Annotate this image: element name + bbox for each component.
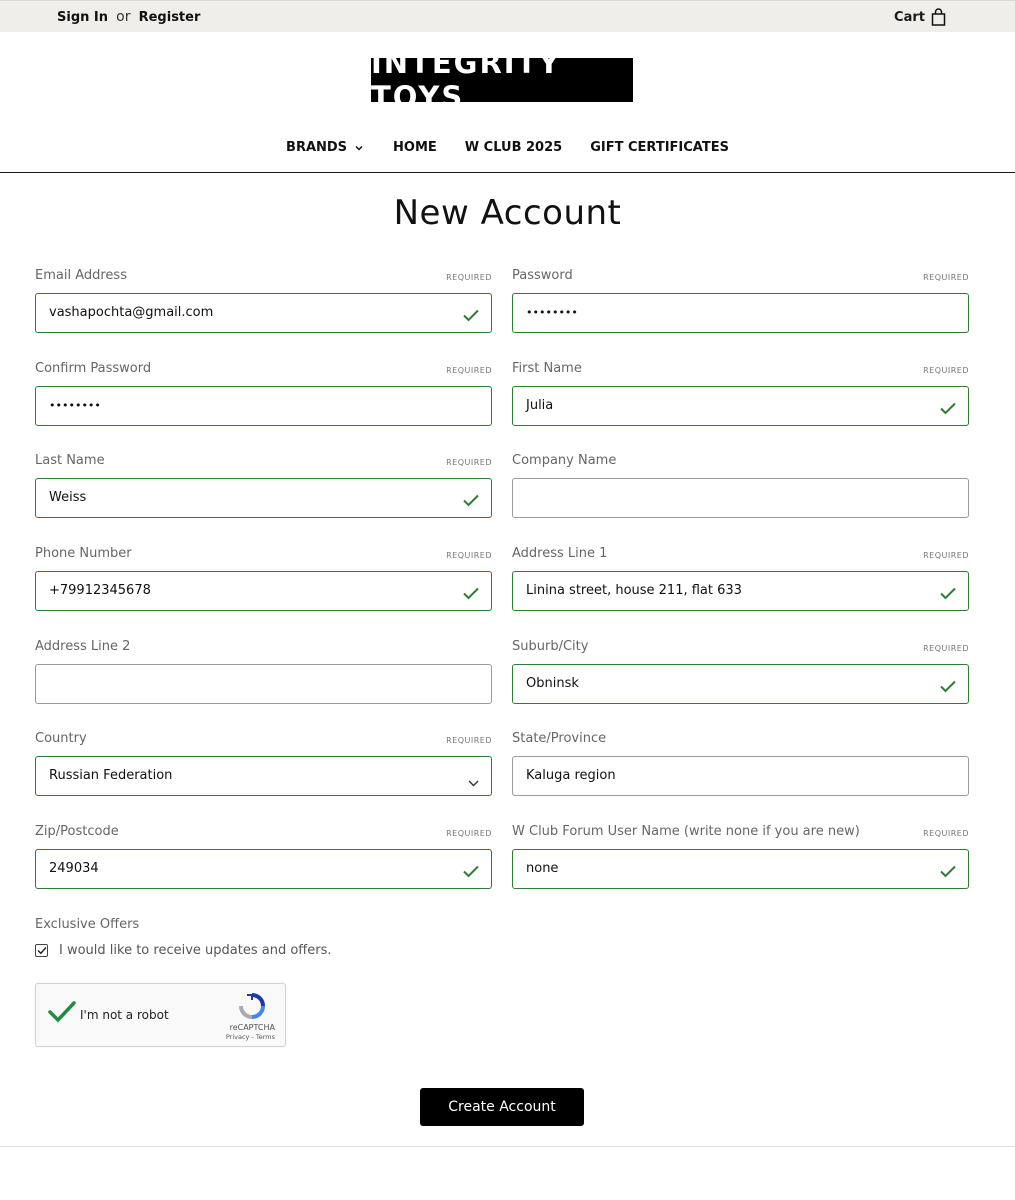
first-name-value: Julia xyxy=(526,398,554,413)
required-marker: REQUIRED xyxy=(923,829,969,838)
country-field-group xyxy=(35,731,492,783)
store-logo[interactable] xyxy=(371,46,633,114)
last-name-input[interactable] xyxy=(35,478,492,518)
password-value: •••••••• xyxy=(526,306,578,319)
address-line-1-value: Linina street, house 211, flat 633 xyxy=(526,583,742,598)
email-input[interactable] xyxy=(35,293,492,333)
country-value: Russian Federation xyxy=(49,768,173,783)
nav-item-gift-certificates[interactable] xyxy=(576,140,743,155)
last-name-field-group xyxy=(35,453,492,505)
register-link[interactable]: Register xyxy=(138,10,201,25)
store-logo-text: INTEGRITY TOYS xyxy=(371,46,562,114)
confirm-password-value: •••••••• xyxy=(49,399,101,412)
first-name-input[interactable] xyxy=(512,386,969,426)
nav-item-home-label: HOME xyxy=(393,140,437,155)
first-name-field-group xyxy=(512,361,969,413)
zip-label: Zip/Postcode xyxy=(35,824,119,839)
password-input[interactable] xyxy=(512,293,969,333)
confirm-password-label: Confirm Password xyxy=(35,361,152,376)
required-marker: REQUIRED xyxy=(923,366,969,375)
auth-or-text: or xyxy=(116,9,131,25)
required-marker: REQUIRED xyxy=(446,551,492,560)
checkmark-icon xyxy=(463,863,479,882)
auth-links xyxy=(57,9,200,25)
zip-value: 249034 xyxy=(49,861,99,876)
checkmark-icon xyxy=(463,492,479,511)
create-account-button[interactable]: Create Account xyxy=(420,1088,584,1126)
main-navigation xyxy=(0,140,1015,155)
checkmark-icon xyxy=(940,400,956,419)
exclusive-offers-heading: Exclusive Offers xyxy=(35,917,140,932)
confirm-password-field-group xyxy=(35,361,492,412)
confirm-password-input[interactable] xyxy=(35,386,492,426)
cart-label: Cart xyxy=(894,9,925,25)
checkmark-icon xyxy=(940,585,956,604)
company-field-group xyxy=(512,453,969,473)
cart-link[interactable] xyxy=(894,8,946,26)
required-marker: REQUIRED xyxy=(923,644,969,653)
country-select[interactable] xyxy=(35,756,492,796)
state-label: State/Province xyxy=(512,731,607,746)
company-input[interactable] xyxy=(512,478,969,518)
required-marker: REQUIRED xyxy=(923,273,969,282)
company-label: Company Name xyxy=(512,453,617,468)
email-field-group xyxy=(35,268,492,320)
first-name-label: First Name xyxy=(512,361,582,376)
phone-label: Phone Number xyxy=(35,546,132,561)
required-marker: REQUIRED xyxy=(923,551,969,560)
recaptcha-brand: reCAPTCHA xyxy=(229,1023,275,1032)
nav-item-home[interactable] xyxy=(379,140,451,155)
checkmark-icon xyxy=(940,863,956,882)
last-name-value: Weiss xyxy=(49,490,87,505)
nav-item-gift-certificates-label: GIFT CERTIFICATES xyxy=(590,140,729,155)
state-value: Kaluga region xyxy=(526,768,616,783)
address-line-2-field-group xyxy=(35,639,492,659)
city-input[interactable] xyxy=(512,664,969,704)
email-label: Email Address xyxy=(35,268,127,283)
password-field-group xyxy=(512,268,969,319)
recaptcha-label: I'm not a robot xyxy=(80,1008,169,1022)
zip-field-group xyxy=(35,824,492,876)
required-marker: REQUIRED xyxy=(446,829,492,838)
nav-item-brands[interactable] xyxy=(272,140,379,155)
recaptcha-widget xyxy=(35,983,286,1047)
city-value: Obninsk xyxy=(526,676,579,691)
city-field-group xyxy=(512,639,969,691)
required-marker: REQUIRED xyxy=(446,273,492,282)
checkmark-icon xyxy=(463,585,479,604)
top-bar xyxy=(0,0,1015,32)
email-value: vashapochta@gmail.com xyxy=(49,305,214,320)
address-line-1-label: Address Line 1 xyxy=(512,546,608,561)
address-line-1-input[interactable] xyxy=(512,571,969,611)
address-line-2-label: Address Line 2 xyxy=(35,639,131,654)
forum-user-input[interactable] xyxy=(512,849,969,889)
last-name-label: Last Name xyxy=(35,453,105,468)
zip-input[interactable] xyxy=(35,849,492,889)
city-label: Suburb/City xyxy=(512,639,589,654)
page-title: New Account xyxy=(393,193,622,233)
phone-value: +79912345678 xyxy=(49,583,151,598)
address-line-2-input[interactable] xyxy=(35,664,492,704)
shopping-bag-icon xyxy=(931,8,946,26)
state-input[interactable] xyxy=(512,756,969,796)
required-marker: REQUIRED xyxy=(446,458,492,467)
sign-in-link[interactable]: Sign In xyxy=(57,10,108,25)
state-field-group xyxy=(512,731,969,783)
nav-divider xyxy=(0,172,1015,173)
country-label: Country xyxy=(35,731,87,746)
offers-checkbox[interactable] xyxy=(35,944,48,957)
forum-user-value: none xyxy=(526,861,559,876)
password-label: Password xyxy=(512,268,573,283)
nav-item-w-club-label: W CLUB 2025 xyxy=(464,140,563,155)
forum-user-field-group xyxy=(512,824,969,876)
footer-divider xyxy=(0,1146,1015,1147)
offers-checkbox-label: I would like to receive updates and offers. xyxy=(59,943,332,958)
offers-opt-in[interactable] xyxy=(35,943,332,958)
required-marker: REQUIRED xyxy=(446,366,492,375)
checkmark-icon xyxy=(463,307,479,326)
forum-user-label: W Club Forum User Name (write none if you are new) xyxy=(512,824,860,839)
phone-field-group xyxy=(35,546,492,598)
recaptcha-checkmark-icon[interactable] xyxy=(48,1001,76,1027)
phone-input[interactable] xyxy=(35,571,492,611)
checkmark-icon xyxy=(940,678,956,697)
chevron-down-icon xyxy=(468,772,479,791)
nav-item-w-club[interactable] xyxy=(451,140,576,155)
chevron-down-icon xyxy=(355,140,363,155)
nav-item-brands-label: BRANDS xyxy=(286,140,348,155)
address-line-1-field-group xyxy=(512,546,969,598)
required-marker: REQUIRED xyxy=(446,736,492,745)
recaptcha-terms-link[interactable]: Privacy - Terms xyxy=(225,1033,275,1041)
recaptcha-logo-icon xyxy=(238,992,266,1024)
